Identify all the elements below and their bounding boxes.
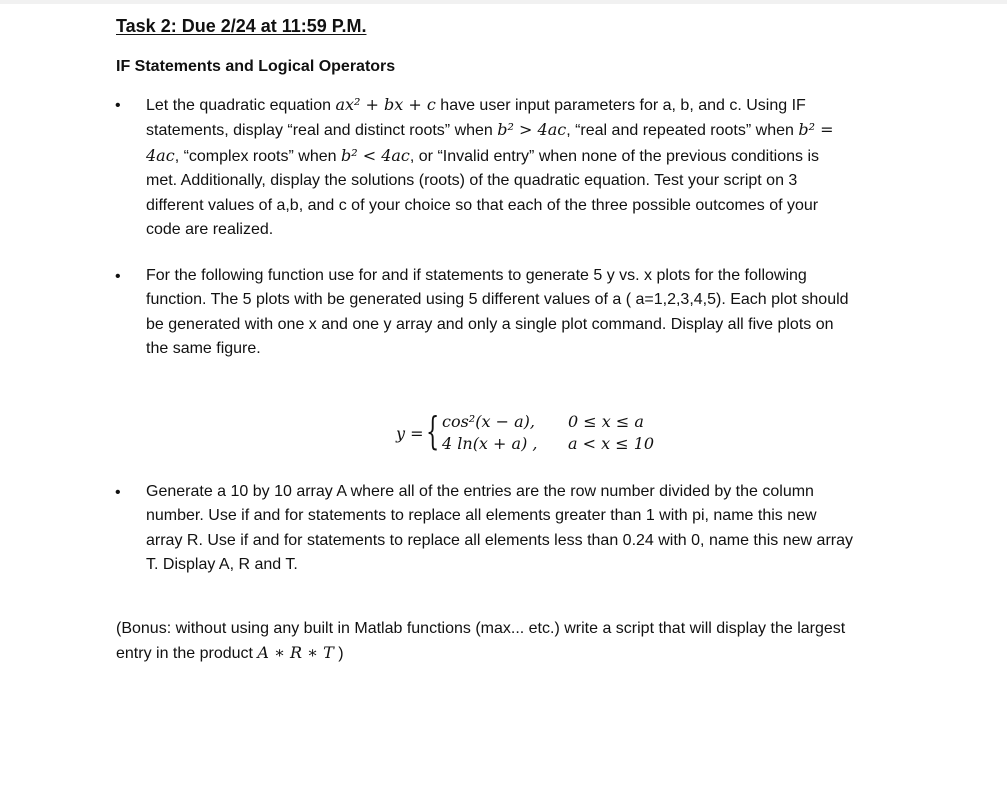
text-line xyxy=(146,118,906,143)
case-2-condition: a < x ≤ 10 xyxy=(568,434,655,453)
text-span: Let the quadratic equation xyxy=(146,97,336,114)
text-span: , “complex roots” when xyxy=(174,147,341,165)
text-span: , or “Invalid entry” when none of the previous conditions is xyxy=(409,147,819,165)
text-line: (Bonus: without using any built in Matlab functions (max... etc.) write a script that will display the largest xyxy=(116,620,846,637)
math-condition-distinct: b² > 4ac xyxy=(497,120,567,140)
section-heading: IF Statements and Logical Operators xyxy=(116,58,396,75)
text-line: met. Additionally, display the solutions (roots) of the quadratic equation. Test your script on 3 xyxy=(146,172,798,190)
text-span: entry in the product xyxy=(116,645,258,662)
equation-lhs: y = xyxy=(396,424,424,443)
equation-case-2 xyxy=(442,434,655,453)
page-top-edge xyxy=(0,0,1007,4)
bullet-item-quadratic xyxy=(146,93,906,242)
equation-brace: { xyxy=(426,409,440,453)
text-line: Generate a 10 by 10 array A where all of the entries are the row number divided by the column xyxy=(146,483,814,500)
math-condition-complex: b² < 4ac xyxy=(340,145,410,165)
text-span: ) xyxy=(333,645,344,662)
bullet-marker-3: • xyxy=(115,484,121,501)
bullet-item-arrays xyxy=(146,480,906,578)
matrix-product-expression: A ∗ R ∗ T xyxy=(257,643,334,662)
case-2-expression: 4 ln(x + a) , xyxy=(442,434,538,453)
text-line xyxy=(146,93,906,118)
text-line: the same figure. xyxy=(146,340,261,358)
text-line: array R. Use if and for statements to replace all elements less than 0.24 with 0, name this new array xyxy=(146,531,853,549)
math-condition-repeated: b² = xyxy=(798,120,834,140)
case-1-condition: 0 ≤ x ≤ a xyxy=(568,412,644,431)
text-span: have user input parameters for a, b, and c. Using IF xyxy=(435,97,806,114)
bullet-item-plots xyxy=(146,264,906,362)
text-line: function. The 5 plots with be generated using 5 different values of a ( a=1,2,3,4,5). Each plot should xyxy=(146,291,849,309)
bullet-marker-2: • xyxy=(115,268,121,285)
math-condition-repeated-rhs: 4ac xyxy=(146,145,175,165)
bonus-paragraph xyxy=(116,617,906,666)
text-line: For the following function use for and if statements to generate 5 y vs. x plots for the following xyxy=(146,267,807,284)
text-line xyxy=(116,641,906,666)
text-span: , “real and repeated roots” when xyxy=(566,122,799,140)
bullet-marker-1: • xyxy=(115,97,121,114)
equation-case-1 xyxy=(442,412,644,431)
text-line: number. Use if and for statements to replace all elements greater than 1 with pi, name this new xyxy=(146,507,817,525)
quadratic-expression: ax² + bx + c xyxy=(335,95,436,114)
text-line: be generated with one x and one y array and only a single plot command. Display all five plots on xyxy=(146,315,834,333)
text-line xyxy=(146,144,906,169)
text-span: statements, display “real and distinct roots” when xyxy=(146,122,498,140)
text-line: different values of a,b, and c of your choice so that each of the three possible outcomes of your xyxy=(146,196,819,214)
text-line: code are realized. xyxy=(146,221,274,239)
case-1-expression: cos²(x − a), xyxy=(442,412,535,431)
text-line: T. Display A, R and T. xyxy=(146,556,298,574)
task-title: Task 2: Due 2/24 at 11:59 P.M. xyxy=(116,16,367,36)
